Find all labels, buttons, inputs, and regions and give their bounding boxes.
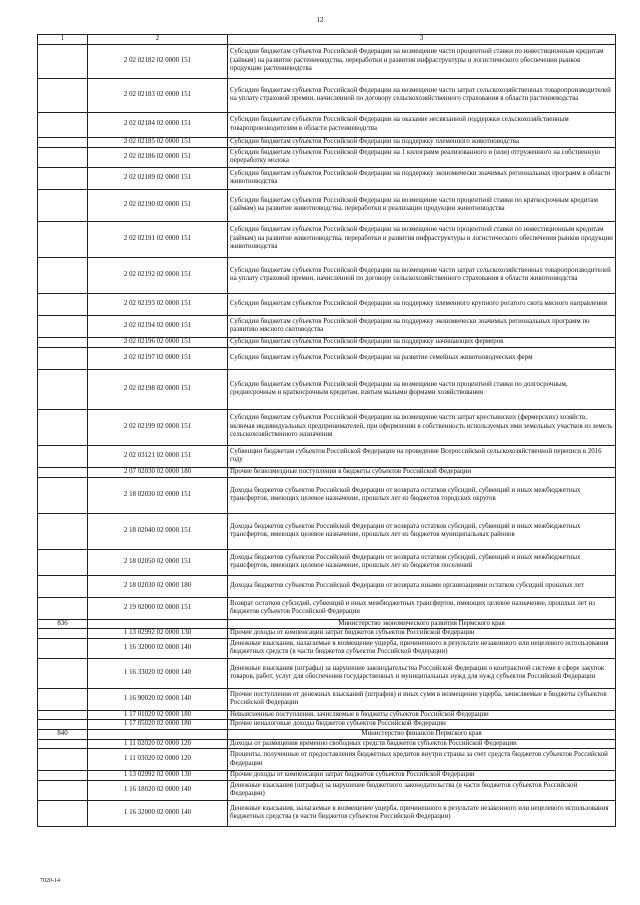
row-code: 2 02 03121 02 0000 151 bbox=[88, 445, 228, 467]
row-description: Доходы бюджетов субъектов Российской Федерации от возврата иными организациями остатков субсидий прошлых лет bbox=[228, 575, 616, 597]
row-description: Субсидии бюджетам субъектов Российской Федерации на оказание несвязанной поддержки сельскохозяйственным товаропроизводителям в области растениеводства bbox=[228, 112, 616, 137]
ministry-row bbox=[38, 619, 616, 629]
row-number bbox=[38, 658, 88, 688]
row-code: 2 02 02186 02 0000 151 bbox=[88, 147, 228, 167]
row-number bbox=[38, 739, 88, 749]
row-number bbox=[38, 688, 88, 710]
row-number bbox=[38, 575, 88, 597]
row-description: Субсидии бюджетам субъектов Российской Федерации на возмещение части процентной ставки по краткосрочным кредитам (займам) на развитие животноводства, переработки и реализации продукции животноводства bbox=[228, 189, 616, 221]
row-code: 2 02 02189 02 0000 151 bbox=[88, 167, 228, 189]
row-number bbox=[38, 167, 88, 189]
table-row bbox=[38, 137, 616, 147]
table-row bbox=[38, 771, 616, 781]
table-row bbox=[38, 658, 616, 688]
table-body bbox=[38, 44, 616, 826]
row-number bbox=[38, 549, 88, 575]
row-description: Субсидии бюджетам субъектов Российской Федерации на возмещение части затрат сельскохозяйственных товаропроизводителей на уплату страховой премии, начисленной по договору сельскохозяйственного страхования в области растениеводства bbox=[228, 78, 616, 112]
table-row bbox=[38, 749, 616, 771]
row-code: 2 02 02196 02 0000 151 bbox=[88, 337, 228, 347]
row-code: 2 02 02194 02 0000 151 bbox=[88, 315, 228, 337]
row-number bbox=[38, 78, 88, 112]
row-description: Прочие безвозмездные поступления в бюджеты субъектов Российской Федерации bbox=[228, 467, 616, 477]
row-number bbox=[38, 112, 88, 137]
table-row bbox=[38, 780, 616, 800]
row-description: Субсидии бюджетам субъектов Российской Федерации на поддержку экономически значимых региональных программ по развитию мясного скотоводства bbox=[228, 315, 616, 337]
table-row bbox=[38, 147, 616, 167]
row-number bbox=[38, 710, 88, 720]
table-row bbox=[38, 720, 616, 730]
row-description: Субсидии бюджетам субъектов Российской Федерации на развитие семейных животноводческих ферм bbox=[228, 347, 616, 369]
row-code: 2 02 02193 02 0000 151 bbox=[88, 293, 228, 315]
table-row bbox=[38, 739, 616, 749]
table-row bbox=[38, 688, 616, 710]
table-row bbox=[38, 347, 616, 369]
row-description: Субсидии бюджетам субъектов Российской Федерации на возмещение части затрат сельскохозяйственных товаропроизводителей на уплату страховой премии, начисленной по договору сельскохозяйственного страхования в области животноводства bbox=[228, 257, 616, 293]
table-row bbox=[38, 445, 616, 467]
table-row bbox=[38, 549, 616, 575]
row-description: Министерство финансов Пермского края bbox=[228, 729, 616, 739]
row-description: Субсидии бюджетам субъектов Российской Федерации на возмещение части процентной ставки по долгосрочным, среднесрочным и краткосрочным кредитам, взятым малыми формами хозяйствования bbox=[228, 369, 616, 409]
row-code: 2 19 02000 02 0000 151 bbox=[88, 597, 228, 619]
row-number bbox=[38, 369, 88, 409]
row-code: 1 16 33020 02 0000 140 bbox=[88, 658, 228, 688]
row-number bbox=[38, 221, 88, 257]
row-code: 2 02 02192 02 0000 151 bbox=[88, 257, 228, 293]
row-code: 2 18 02050 02 0000 151 bbox=[88, 549, 228, 575]
row-description: Субсидии бюджетам субъектов Российской Федерации на поддержку экономически значимых региональных программ в области животноводства bbox=[228, 167, 616, 189]
row-description: Прочие поступления от денежных взысканий (штрафов) и иных сумм в возмещение ущерба, зачисляемые в бюджеты субъектов Российской Федерации bbox=[228, 688, 616, 710]
row-code: 1 17 05020 02 0000 180 bbox=[88, 720, 228, 730]
row-code: 2 02 02191 02 0000 151 bbox=[88, 221, 228, 257]
row-code: 2 18 02030 02 0000 180 bbox=[88, 575, 228, 597]
row-description: Доходы бюджетов субъектов Российской Федерации от возврата остатков субсидий, субвенций и иных межбюджетных трансфертов, имеющих целевое назначение, прошлых лет из бюджетов муниципальных районов bbox=[228, 513, 616, 549]
row-code bbox=[88, 729, 228, 739]
row-number: 836 bbox=[38, 619, 88, 629]
row-code: 2 02 02183 02 0000 151 bbox=[88, 78, 228, 112]
row-code: 1 16 90020 02 0000 140 bbox=[88, 688, 228, 710]
table-row bbox=[38, 710, 616, 720]
row-description: Доходы от размещения временно свободных средств бюджетов субъектов Российской Федерации bbox=[228, 739, 616, 749]
row-code: 2 02 02182 02 0000 151 bbox=[88, 44, 228, 78]
row-number bbox=[38, 347, 88, 369]
row-description: Денежные взыскания, налагаемые в возмещение ущерба, причиненного в результате незаконного или нецелевого использования бюджетных средств (в части бюджетов субъектов Российской Федерации) bbox=[228, 638, 616, 658]
row-number bbox=[38, 189, 88, 221]
table-row bbox=[38, 337, 616, 347]
row-code: 1 13 02992 02 0000 130 bbox=[88, 771, 228, 781]
row-code: 2 18 02030 02 0000 151 bbox=[88, 477, 228, 513]
row-number bbox=[38, 409, 88, 445]
row-number bbox=[38, 771, 88, 781]
row-code: 1 16 32000 02 0000 140 bbox=[88, 800, 228, 826]
table-row bbox=[38, 112, 616, 137]
table-row bbox=[38, 189, 616, 221]
table-row bbox=[38, 78, 616, 112]
row-description: Субсидии бюджетам субъектов Российской Федерации на поддержку начинающих фермеров bbox=[228, 337, 616, 347]
header-col-2: 2 bbox=[88, 35, 228, 45]
row-description: Прочие доходы от компенсации затрат бюджетов субъектов Российской Федерации bbox=[228, 629, 616, 639]
header-col-3: 3 bbox=[228, 35, 616, 45]
row-number bbox=[38, 337, 88, 347]
row-code: 2 07 02030 02 0000 180 bbox=[88, 467, 228, 477]
row-number bbox=[38, 44, 88, 78]
row-description: Субсидии бюджетам субъектов Российской Федерации на 1 килограмм реализованного и (или) отгруженного на собственную переработку молока bbox=[228, 147, 616, 167]
footer-code: 7020-14 bbox=[40, 878, 60, 884]
row-code: 2 02 02198 02 0000 151 bbox=[88, 369, 228, 409]
row-description: Субсидии бюджетам субъектов Российской Федерации на поддержку племенного животноводства bbox=[228, 137, 616, 147]
row-description: Субсидии бюджетам субъектов Российской Федерации на возмещение части процентной ставки по инвестиционным кредитам (займам) на развитие растениеводства, переработки и развития инфраструктуры и логистического обеспечения рынков продукции растениеводства bbox=[228, 44, 616, 78]
table-row bbox=[38, 629, 616, 639]
row-number bbox=[38, 629, 88, 639]
row-code: 1 11 02020 02 0000 120 bbox=[88, 739, 228, 749]
row-number bbox=[38, 257, 88, 293]
row-number bbox=[38, 597, 88, 619]
row-description: Невыясненные поступления, зачисляемые в бюджеты субъектов Российской Федерации bbox=[228, 710, 616, 720]
header-col-1: 1 bbox=[38, 35, 88, 45]
table-row bbox=[38, 638, 616, 658]
row-code: 2 02 02197 02 0000 151 bbox=[88, 347, 228, 369]
table-row bbox=[38, 467, 616, 477]
row-description: Проценты, полученные от предоставления бюджетных кредитов внутри страны за счет средств бюджетов субъектов Российской Федерации bbox=[228, 749, 616, 771]
row-number bbox=[38, 293, 88, 315]
ministry-row bbox=[38, 729, 616, 739]
row-description: Денежные взыскания (штрафы) за нарушение законодательства Российской Федерации о контрактной системе в сфере закупок товаров, работ, услуг для обеспечения государственных и муниципальных нужд для нужд субъектов Российской Федерации bbox=[228, 658, 616, 688]
table-header-row bbox=[38, 35, 616, 45]
table-row bbox=[38, 315, 616, 337]
table-row bbox=[38, 597, 616, 619]
row-description: Министерство экономического развития Пермского края bbox=[228, 619, 616, 629]
table-row bbox=[38, 800, 616, 826]
page-number: 12 bbox=[316, 16, 324, 24]
row-code: 2 02 02185 02 0000 151 bbox=[88, 137, 228, 147]
table-row bbox=[38, 369, 616, 409]
row-number bbox=[38, 780, 88, 800]
row-number: 840 bbox=[38, 729, 88, 739]
row-number bbox=[38, 720, 88, 730]
row-code: 2 02 02199 02 0000 151 bbox=[88, 409, 228, 445]
row-code: 2 02 02184 02 0000 151 bbox=[88, 112, 228, 137]
row-number bbox=[38, 147, 88, 167]
row-code: 1 13 02992 02 0000 130 bbox=[88, 629, 228, 639]
table-row bbox=[38, 409, 616, 445]
row-number bbox=[38, 477, 88, 513]
row-description: Прочие неналоговые доходы бюджетов субъектов Российской Федерации bbox=[228, 720, 616, 730]
row-number bbox=[38, 749, 88, 771]
table-row bbox=[38, 44, 616, 78]
table-row bbox=[38, 221, 616, 257]
row-description: Субсидии бюджетам субъектов Российской Федерации на возмещение части процентной ставки по инвестиционным кредитам (займам) на развитие животноводства, переработки и развития инфраструктуры и логистического обеспечения рынков продукции животноводства bbox=[228, 221, 616, 257]
row-code: 2 02 02190 02 0000 151 bbox=[88, 189, 228, 221]
table-row bbox=[38, 477, 616, 513]
row-description: Доходы бюджетов субъектов Российской Федерации от возврата остатков субсидий, субвенций и иных межбюджетных трансфертов, имеющих целевое назначение, прошлых лет из бюджетов городских округов bbox=[228, 477, 616, 513]
row-description: Доходы бюджетов субъектов Российской Федерации от возврата остатков субсидий, субвенций и иных межбюджетных трансфертов, имеющих целевое назначение, прошлых лет из бюджетов поселений bbox=[228, 549, 616, 575]
row-number bbox=[38, 445, 88, 467]
row-description: Субвенции бюджетам субъектов Российской Федерации на проведение Всероссийской сельскохозяйственной переписи в 2016 году bbox=[228, 445, 616, 467]
row-code: 1 11 03020 02 0000 120 bbox=[88, 749, 228, 771]
row-number bbox=[38, 513, 88, 549]
row-description: Субсидии бюджетам субъектов Российской Федерации на возмещение части затрат крестьянских (фермерских) хозяйств, включая индивидуальных предпринимателей, при оформлении в собственность используемых ими земельных участков из земель сельскохозяйственного назначения bbox=[228, 409, 616, 445]
row-description: Денежные взыскания (штрафы) за нарушение бюджетного законодательства (в части бюджетов субъектов Российской Федерации) bbox=[228, 780, 616, 800]
row-number bbox=[38, 638, 88, 658]
row-number bbox=[38, 467, 88, 477]
row-description: Возврат остатков субсидий, субвенций и иных межбюджетных трансфертов, имеющих целевое назначение, прошлых лет из бюджетов субъектов Российской Федерации bbox=[228, 597, 616, 619]
table-row bbox=[38, 257, 616, 293]
row-code: 1 17 01020 02 0000 180 bbox=[88, 710, 228, 720]
row-number bbox=[38, 315, 88, 337]
row-number bbox=[38, 800, 88, 826]
row-description: Прочие доходы от компенсации затрат бюджетов субъектов Российской Федерации bbox=[228, 771, 616, 781]
table-row bbox=[38, 167, 616, 189]
row-description: Денежные взыскания, налагаемые в возмещение ущерба, причиненного в результате незаконного или нецелевого использования бюджетных средства (в части бюджетов субъектов Российской Федерации) bbox=[228, 800, 616, 826]
row-code: 1 16 18020 02 0000 140 bbox=[88, 780, 228, 800]
table-row bbox=[38, 293, 616, 315]
table-row bbox=[38, 513, 616, 549]
row-code: 2 18 02040 02 0000 151 bbox=[88, 513, 228, 549]
revenue-codes-table bbox=[37, 34, 616, 827]
table-row bbox=[38, 575, 616, 597]
row-code: 1 16 32000 02 0000 140 bbox=[88, 638, 228, 658]
row-number bbox=[38, 137, 88, 147]
row-description: Субсидии бюджетам субъектов Российской Федерации на поддержку племенного крупного рогатого скота мясного направления bbox=[228, 293, 616, 315]
row-code bbox=[88, 619, 228, 629]
